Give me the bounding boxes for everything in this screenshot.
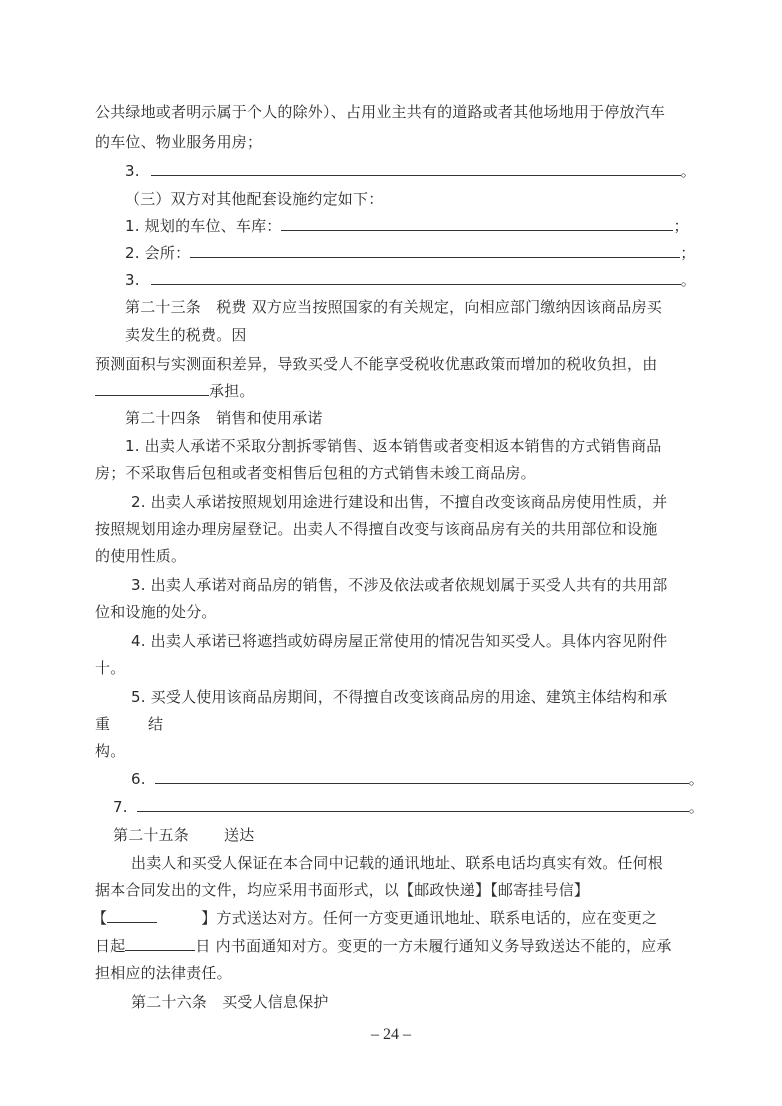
punctuation: 。 — [680, 162, 696, 180]
text-line: 预测面积与实测面积差异，导致买受人不能享受税收优惠政策而增加的税收负担，由 — [95, 355, 658, 373]
article-25-title: 送达 — [224, 826, 255, 844]
fill-in-blank[interactable] — [151, 270, 681, 285]
item-number: 6. — [131, 770, 146, 788]
punctuation: 。 — [680, 271, 696, 289]
text-fragment: 结 — [148, 715, 164, 733]
punctuation: ； — [680, 244, 696, 262]
fill-in-blank[interactable] — [151, 161, 681, 176]
text-fragment: 日 内书面通知对方。变更的一方未履行通知义务导致送达不能的，应承 — [195, 937, 672, 955]
fill-in-blank[interactable] — [125, 936, 195, 951]
fill-in-blank[interactable] — [155, 769, 689, 784]
text-line — [92, 907, 657, 929]
text-line: 公共绿地或者明示属于个人的除外）、占用业主共有的道路或者其他场地用于停放汽车 — [95, 103, 666, 121]
punctuation: 。 — [688, 770, 704, 788]
fill-in-blank[interactable] — [190, 243, 680, 258]
text-fragment: 日起 — [95, 937, 126, 955]
list-item-3b — [125, 269, 696, 291]
text-line: 房；不采取售后包租或者变相售后包租的方式销售未竣工商品房。 — [95, 464, 536, 482]
article-24-heading: 第二十四条 销售和使用承诺 — [125, 409, 323, 427]
text-line: 5. 买受人使用该商品房期间，不得擅自改变该商品房的用途、建筑主体结构和承 — [131, 688, 668, 706]
fill-in-blank[interactable] — [137, 797, 689, 812]
item-label: 2. 会所： — [125, 244, 191, 262]
list-item-7 — [113, 796, 704, 818]
text-line — [95, 380, 255, 402]
text-line: 按照规划用途办理房屋登记。出卖人不得擅自改变与该商品房有关的共用部位和设施 — [95, 520, 658, 538]
text-line: 2. 出卖人承诺按照规划用途进行建设和出售，不擅自改变该商品房使用性质，并 — [131, 493, 668, 511]
list-item-2 — [125, 242, 695, 264]
list-item-1 — [125, 215, 689, 237]
text-line: 出卖人和买受人保证在本合同中记载的通讯地址、联系电话均真实有效。任何根 — [131, 854, 664, 872]
bracket-open: 【 — [92, 909, 108, 927]
item-number: 3. — [125, 271, 140, 289]
item-number: 7. — [113, 798, 128, 816]
text-line: 3. 出卖人承诺对商品房的销售，不涉及依法或者依规划属于买受人共有的共用部 — [131, 576, 668, 594]
item-label: 1. 规划的车位、车库： — [125, 217, 282, 235]
text-fragment: 承担。 — [209, 382, 255, 400]
text-line — [95, 935, 672, 957]
text-fragment: 重 — [95, 715, 111, 733]
item-number: 3. — [125, 162, 140, 180]
text-line: 的车位、物业服务用房； — [95, 133, 263, 151]
section-heading: （三）双方对其他配套设施约定如下： — [125, 190, 384, 208]
text-fragment: 】方式送达对方。任何一方变更通讯地址、联系电话的，应在变更之 — [201, 909, 658, 927]
text-line: 4. 出卖人承诺已将遮挡或妨碍房屋正常使用的情况告知买受人。具体内容见附件 — [131, 632, 668, 650]
fill-in-blank[interactable] — [107, 908, 157, 923]
article-23-heading: 第二十三条 税费 双方应当按照国家的有关规定，向相应部门缴纳因该商品房买 — [125, 298, 662, 316]
text-line: 卖发生的税费。因 — [125, 326, 247, 344]
list-item-6 — [131, 768, 704, 790]
fill-in-blank[interactable] — [95, 381, 209, 396]
text-line: 1. 出卖人承诺不采取分割拆零销售、返本销售或者变相返本销售的方式销售商品 — [125, 437, 662, 455]
punctuation: ； — [673, 217, 689, 235]
text-line: 担相应的法律责任。 — [95, 964, 232, 982]
text-line: 的使用性质。 — [95, 547, 187, 565]
article-26-heading: 第二十六条 买受人信息保护 — [131, 993, 329, 1011]
article-25-heading: 第二十五条 — [113, 826, 190, 844]
text-line: 位和设施的处分。 — [95, 603, 217, 621]
page-number: – 24 – — [371, 1026, 411, 1043]
text-line: 据本合同发出的文件，均应采用书面形式，以【邮政快递】【邮寄挂号信】 — [95, 881, 590, 899]
text-line: 构。 — [95, 742, 126, 760]
punctuation: 。 — [688, 798, 704, 816]
text-line: 十。 — [95, 659, 126, 677]
fill-in-blank[interactable] — [281, 216, 673, 231]
list-item-3 — [125, 160, 696, 182]
